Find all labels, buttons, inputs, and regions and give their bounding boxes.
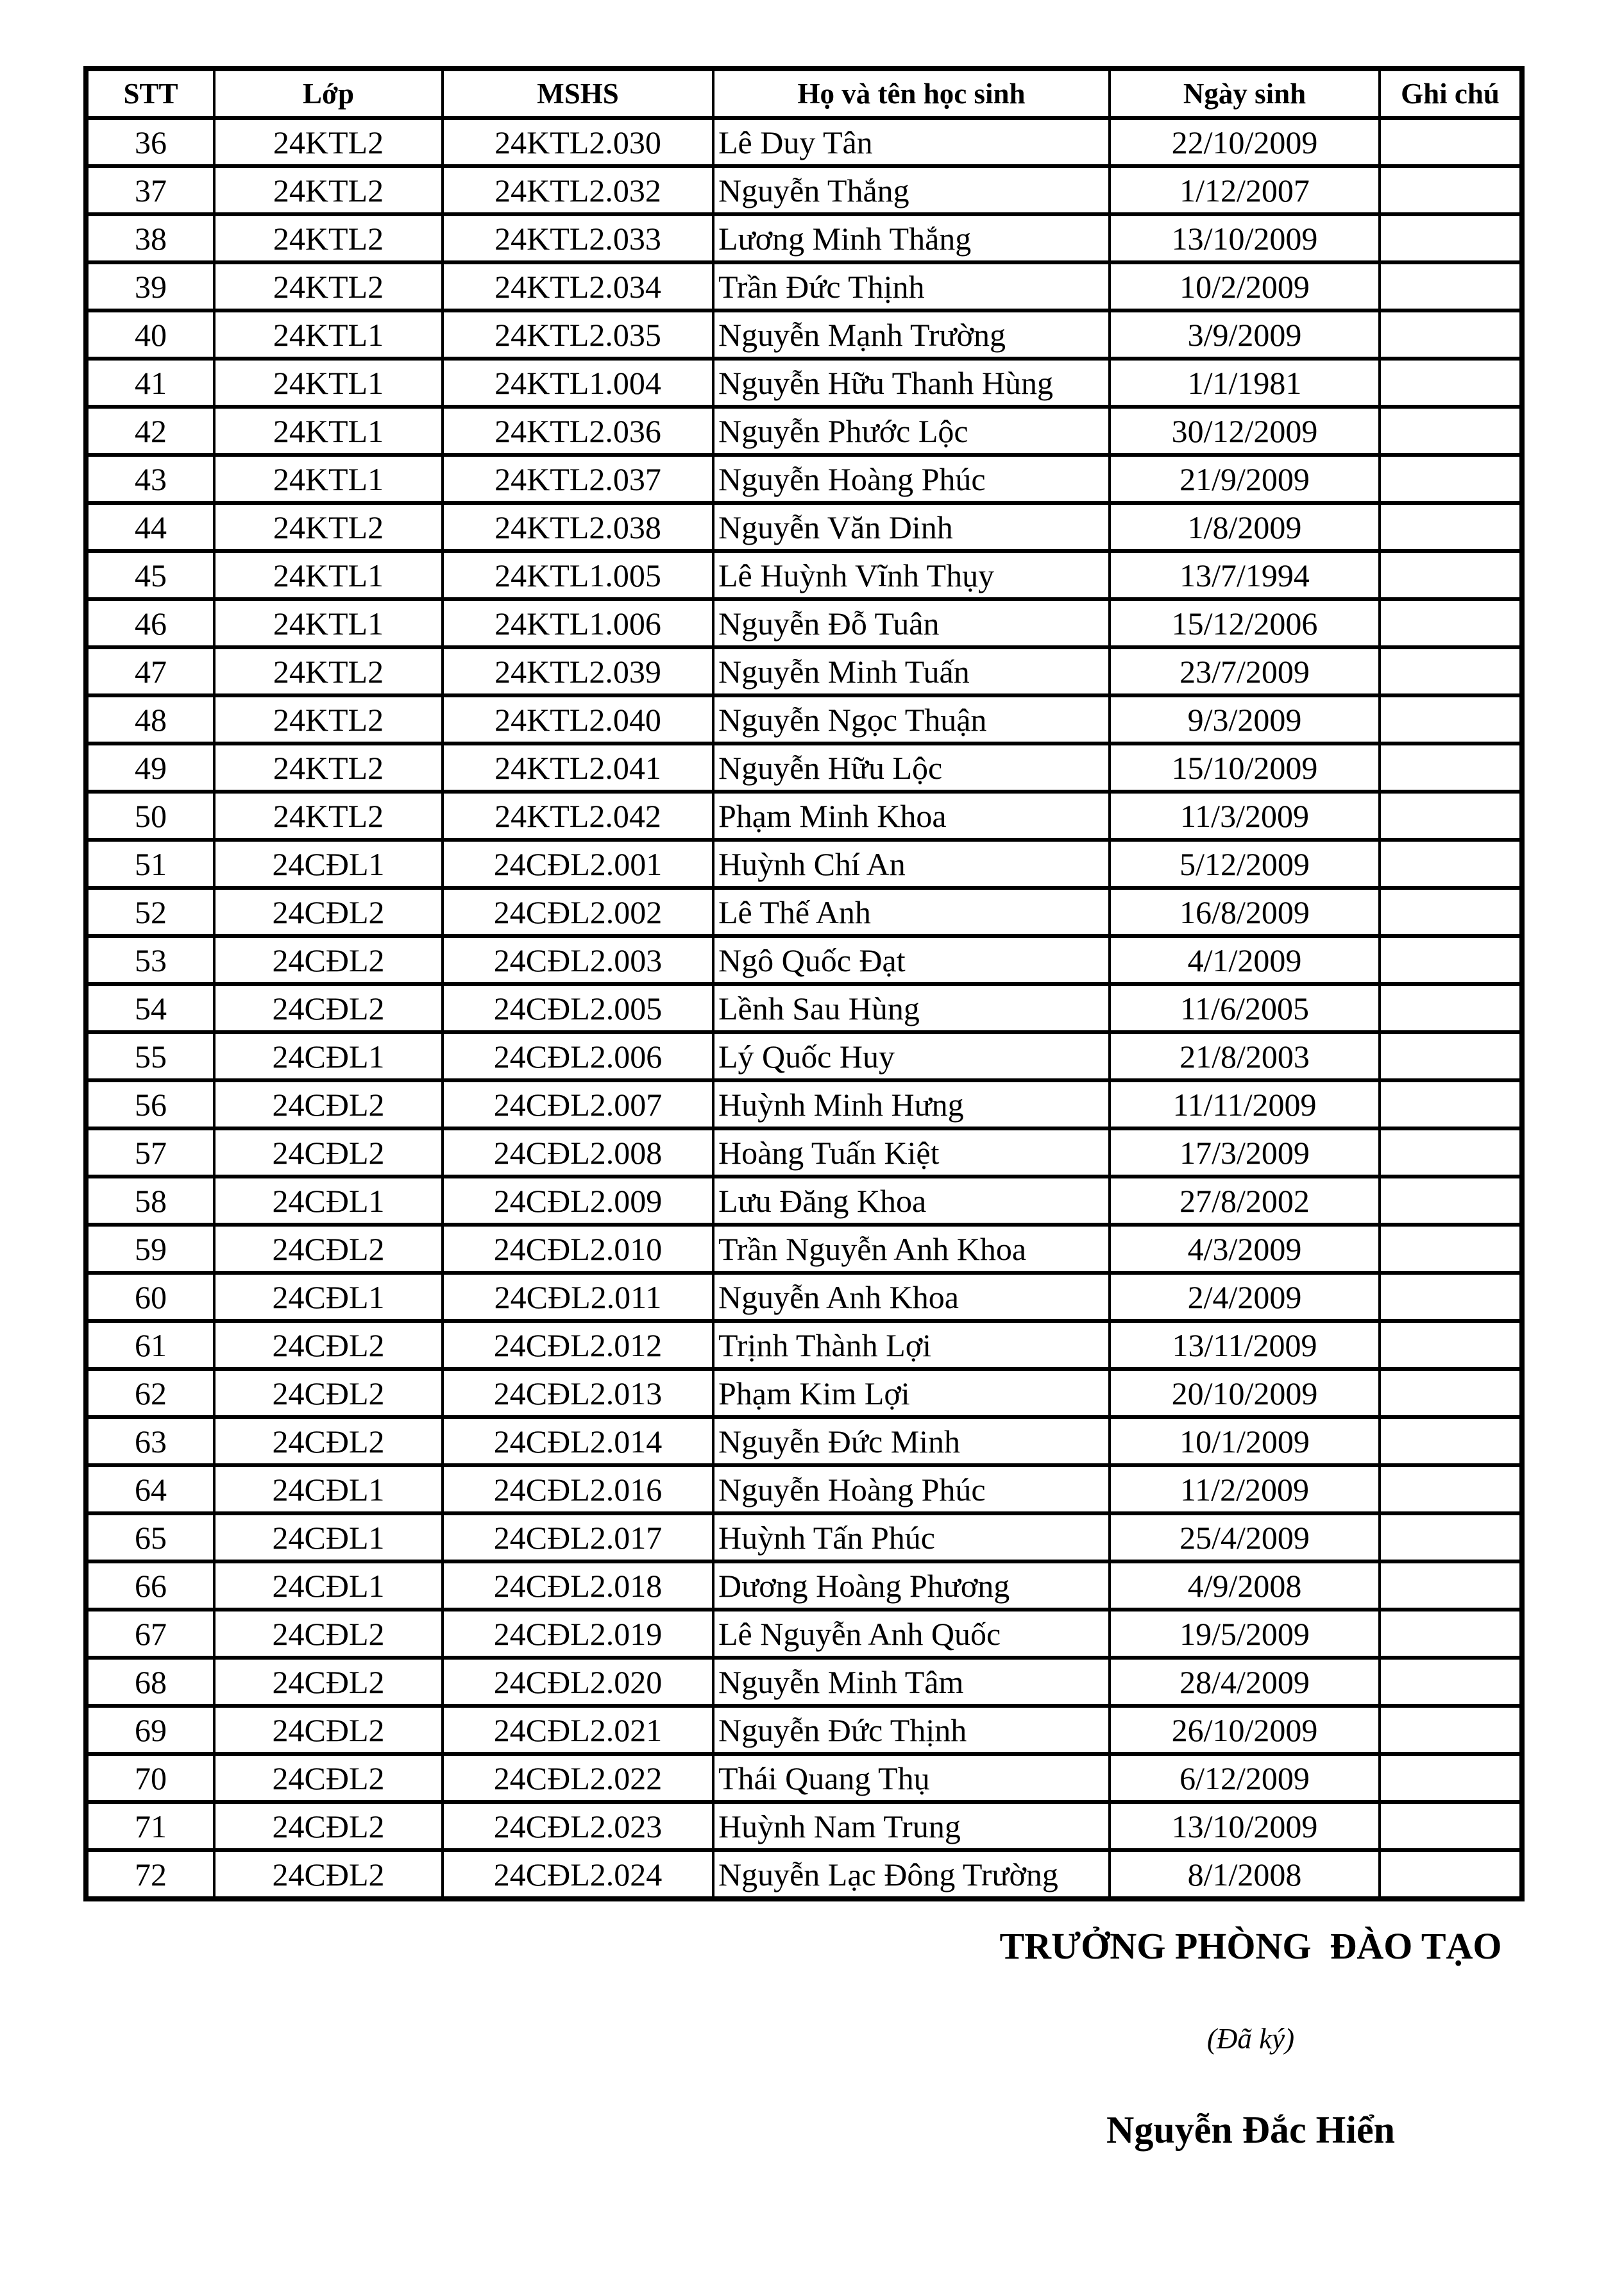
cell-dob: 11/2/2009 [1110,1465,1380,1513]
cell-stt: 66 [86,1561,214,1610]
cell-student-name: Nguyễn Minh Tuấn [713,647,1110,695]
cell-student-name: Trịnh Thành Lợi [713,1321,1110,1369]
table-row [86,1610,1522,1658]
cell-class: 24CĐL1 [214,1273,443,1321]
cell-student-id: 24CĐL2.011 [443,1273,713,1321]
cell-class: 24KTL2 [214,166,443,214]
cell-note [1380,1177,1522,1225]
cell-class: 24KTL2 [214,647,443,695]
cell-student-id: 24CĐL2.010 [443,1225,713,1273]
cell-dob: 10/1/2009 [1110,1417,1380,1465]
cell-student-id: 24CĐL2.022 [443,1754,713,1802]
cell-dob: 30/12/2009 [1110,407,1380,455]
cell-note [1380,1610,1522,1658]
cell-note [1380,1465,1522,1513]
cell-student-name: Ngô Quốc Đạt [713,936,1110,984]
cell-note [1380,840,1522,888]
cell-note [1380,1706,1522,1754]
cell-student-id: 24CĐL2.007 [443,1080,713,1128]
cell-dob: 15/10/2009 [1110,744,1380,792]
cell-dob: 21/8/2003 [1110,1032,1380,1080]
cell-stt: 57 [86,1128,214,1177]
cell-student-name: Nguyễn Thắng [713,166,1110,214]
cell-class: 24CĐL2 [214,1369,443,1417]
cell-dob: 3/9/2009 [1110,310,1380,359]
cell-student-id: 24CĐL2.002 [443,888,713,936]
cell-note [1380,695,1522,744]
cell-note [1380,1369,1522,1417]
cell-stt: 47 [86,647,214,695]
table-row [86,1465,1522,1513]
cell-stt: 53 [86,936,214,984]
cell-student-name: Phạm Kim Lợi [713,1369,1110,1417]
cell-stt: 54 [86,984,214,1032]
table-row [86,455,1522,503]
cell-note [1380,262,1522,310]
cell-note [1380,1032,1522,1080]
cell-stt: 60 [86,1273,214,1321]
cell-note [1380,599,1522,647]
header-student-id: MSHS [443,69,713,118]
cell-student-name: Nguyễn Hữu Lộc [713,744,1110,792]
cell-student-name: Hoàng Tuấn Kiệt [713,1128,1110,1177]
table-row [86,792,1522,840]
table-row [86,1658,1522,1706]
cell-class: 24CĐL2 [214,1225,443,1273]
cell-note [1380,407,1522,455]
cell-student-id: 24KTL1.004 [443,359,713,407]
cell-stt: 56 [86,1080,214,1128]
cell-class: 24KTL2 [214,695,443,744]
cell-dob: 6/12/2009 [1110,1754,1380,1802]
student-table [83,66,1525,1901]
cell-dob: 4/3/2009 [1110,1225,1380,1273]
cell-note [1380,792,1522,840]
cell-student-name: Trần Đức Thịnh [713,262,1110,310]
cell-class: 24KTL2 [214,118,443,166]
cell-dob: 11/6/2005 [1110,984,1380,1032]
cell-class: 24KTL1 [214,310,443,359]
cell-student-name: Nguyễn Ngọc Thuận [713,695,1110,744]
cell-class: 24KTL1 [214,359,443,407]
cell-stt: 48 [86,695,214,744]
cell-stt: 63 [86,1417,214,1465]
cell-dob: 15/12/2006 [1110,599,1380,647]
cell-student-id: 24CĐL2.005 [443,984,713,1032]
cell-note [1380,1128,1522,1177]
cell-stt: 67 [86,1610,214,1658]
cell-stt: 46 [86,599,214,647]
cell-class: 24KTL1 [214,551,443,599]
cell-dob: 11/3/2009 [1110,792,1380,840]
cell-class: 24CĐL2 [214,1706,443,1754]
cell-student-id: 24KTL2.037 [443,455,713,503]
cell-class: 24CĐL2 [214,1850,443,1899]
cell-stt: 39 [86,262,214,310]
cell-student-name: Lý Quốc Huy [713,1032,1110,1080]
cell-class: 24KTL2 [214,792,443,840]
cell-class: 24CĐL1 [214,840,443,888]
cell-stt: 51 [86,840,214,888]
cell-student-name: Nguyễn Lạc Đông Trường [713,1850,1110,1899]
cell-dob: 1/12/2007 [1110,166,1380,214]
cell-class: 24CĐL2 [214,1658,443,1706]
cell-student-id: 24KTL2.030 [443,118,713,166]
cell-stt: 69 [86,1706,214,1754]
cell-note [1380,744,1522,792]
cell-class: 24KTL2 [214,214,443,262]
cell-student-name: Nguyễn Phước Lộc [713,407,1110,455]
table-row [86,166,1522,214]
cell-student-id: 24KTL2.040 [443,695,713,744]
cell-note [1380,888,1522,936]
cell-class: 24CĐL2 [214,1128,443,1177]
cell-student-name: Phạm Minh Khoa [713,792,1110,840]
cell-note [1380,359,1522,407]
table-row [86,1177,1522,1225]
cell-student-id: 24KTL2.042 [443,792,713,840]
table-row [86,1032,1522,1080]
cell-student-id: 24CĐL2.014 [443,1417,713,1465]
table-row [86,695,1522,744]
cell-student-id: 24CĐL2.008 [443,1128,713,1177]
cell-note [1380,1080,1522,1128]
cell-student-name: Nguyễn Hoàng Phúc [713,455,1110,503]
cell-student-id: 24CĐL2.018 [443,1561,713,1610]
cell-stt: 36 [86,118,214,166]
header-stt: STT [86,69,214,118]
cell-note [1380,1850,1522,1899]
table-row [86,984,1522,1032]
cell-class: 24CĐL2 [214,888,443,936]
table-row [86,1706,1522,1754]
cell-student-name: Nguyễn Hoàng Phúc [713,1465,1110,1513]
cell-student-id: 24CĐL2.017 [443,1513,713,1561]
table-row [86,1513,1522,1561]
cell-stt: 70 [86,1754,214,1802]
table-row [86,1417,1522,1465]
cell-student-name: Lềnh Sau Hùng [713,984,1110,1032]
header-student-name: Họ và tên học sinh [713,69,1110,118]
cell-student-id: 24CĐL2.021 [443,1706,713,1754]
cell-student-name: Huỳnh Chí An [713,840,1110,888]
cell-stt: 41 [86,359,214,407]
cell-stt: 37 [86,166,214,214]
cell-stt: 61 [86,1321,214,1369]
cell-note [1380,1321,1522,1369]
cell-note [1380,1225,1522,1273]
table-row [86,359,1522,407]
cell-note [1380,936,1522,984]
cell-stt: 52 [86,888,214,936]
table-row [86,118,1522,166]
cell-student-id: 24CĐL2.006 [443,1032,713,1080]
cell-dob: 23/7/2009 [1110,647,1380,695]
cell-stt: 42 [86,407,214,455]
cell-student-id: 24KTL2.036 [443,407,713,455]
table-row [86,1080,1522,1128]
table-row [86,1561,1522,1610]
table-row [86,1369,1522,1417]
cell-class: 24CĐL1 [214,1177,443,1225]
cell-note [1380,1754,1522,1802]
cell-student-name: Nguyễn Văn Dinh [713,503,1110,551]
table-row [86,503,1522,551]
cell-note [1380,455,1522,503]
cell-dob: 22/10/2009 [1110,118,1380,166]
table-row [86,647,1522,695]
cell-dob: 11/11/2009 [1110,1080,1380,1128]
cell-class: 24KTL1 [214,599,443,647]
signature-signed-note: (Đã ký) [1206,2023,1295,2055]
cell-stt: 50 [86,792,214,840]
cell-student-id: 24CĐL2.016 [443,1465,713,1513]
cell-student-name: Lương Minh Thắng [713,214,1110,262]
signature-signer-name: Nguyễn Đắc Hiển [1106,2109,1395,2151]
cell-student-id: 24KTL2.035 [443,310,713,359]
header-note: Ghi chú [1380,69,1522,118]
cell-dob: 13/7/1994 [1110,551,1380,599]
cell-dob: 2/4/2009 [1110,1273,1380,1321]
cell-class: 24CĐL1 [214,1513,443,1561]
cell-stt: 49 [86,744,214,792]
cell-note [1380,503,1522,551]
table-row [86,888,1522,936]
cell-stt: 68 [86,1658,214,1706]
table-row [86,1850,1522,1899]
cell-stt: 58 [86,1177,214,1225]
cell-student-id: 24KTL2.039 [443,647,713,695]
cell-dob: 26/10/2009 [1110,1706,1380,1754]
cell-stt: 62 [86,1369,214,1417]
cell-dob: 4/9/2008 [1110,1561,1380,1610]
cell-note [1380,310,1522,359]
cell-stt: 38 [86,214,214,262]
cell-class: 24KTL2 [214,262,443,310]
cell-class: 24KTL1 [214,407,443,455]
table-row [86,1225,1522,1273]
cell-student-id: 24KTL2.034 [443,262,713,310]
cell-student-id: 24KTL2.032 [443,166,713,214]
cell-stt: 43 [86,455,214,503]
cell-stt: 55 [86,1032,214,1080]
cell-student-name: Lưu Đăng Khoa [713,1177,1110,1225]
cell-student-id: 24KTL2.038 [443,503,713,551]
cell-class: 24CĐL2 [214,1080,443,1128]
cell-class: 24CĐL2 [214,1417,443,1465]
cell-class: 24CĐL1 [214,1032,443,1080]
table-body [86,118,1522,1899]
cell-dob: 5/12/2009 [1110,840,1380,888]
table-row [86,599,1522,647]
cell-note [1380,1417,1522,1465]
cell-student-name: Huỳnh Minh Hưng [713,1080,1110,1128]
cell-student-name: Nguyễn Minh Tâm [713,1658,1110,1706]
header-class: Lớp [214,69,443,118]
cell-student-name: Huỳnh Nam Trung [713,1802,1110,1850]
cell-dob: 19/5/2009 [1110,1610,1380,1658]
cell-note [1380,214,1522,262]
cell-student-id: 24CĐL2.024 [443,1850,713,1899]
cell-student-id: 24CĐL2.009 [443,1177,713,1225]
cell-dob: 16/8/2009 [1110,888,1380,936]
cell-student-name: Nguyễn Anh Khoa [713,1273,1110,1321]
cell-student-id: 24CĐL2.020 [443,1658,713,1706]
cell-student-id: 24CĐL2.012 [443,1321,713,1369]
cell-student-name: Nguyễn Đỗ Tuân [713,599,1110,647]
cell-note [1380,984,1522,1032]
cell-note [1380,1513,1522,1561]
cell-student-id: 24KTL1.006 [443,599,713,647]
table-row [86,1802,1522,1850]
cell-dob: 21/9/2009 [1110,455,1380,503]
signature-title: TRƯỞNG PHÒNG ĐÀO TẠO [999,1925,1502,1967]
table-row [86,262,1522,310]
cell-class: 24KTL2 [214,503,443,551]
cell-stt: 72 [86,1850,214,1899]
cell-note [1380,118,1522,166]
cell-student-name: Trần Nguyễn Anh Khoa [713,1225,1110,1273]
cell-note [1380,1802,1522,1850]
cell-student-name: Dương Hoàng Phương [713,1561,1110,1610]
cell-class: 24CĐL1 [214,1465,443,1513]
table-row [86,1754,1522,1802]
cell-class: 24KTL2 [214,744,443,792]
cell-student-name: Thái Quang Thụ [713,1754,1110,1802]
cell-note [1380,647,1522,695]
cell-student-id: 24CĐL2.003 [443,936,713,984]
cell-student-id: 24KTL1.005 [443,551,713,599]
cell-note [1380,166,1522,214]
table-row [86,1321,1522,1369]
cell-note [1380,1273,1522,1321]
cell-class: 24CĐL1 [214,1561,443,1610]
cell-student-name: Nguyễn Đức Minh [713,1417,1110,1465]
table-row [86,551,1522,599]
cell-stt: 44 [86,503,214,551]
cell-student-name: Lê Huỳnh Vĩnh Thụy [713,551,1110,599]
cell-student-id: 24CĐL2.019 [443,1610,713,1658]
cell-dob: 10/2/2009 [1110,262,1380,310]
cell-dob: 1/1/1981 [1110,359,1380,407]
header-dob: Ngày sinh [1110,69,1380,118]
table-row [86,936,1522,984]
cell-class: 24KTL1 [214,455,443,503]
cell-stt: 59 [86,1225,214,1273]
cell-dob: 13/10/2009 [1110,214,1380,262]
cell-class: 24CĐL2 [214,936,443,984]
cell-student-name: Lê Thế Anh [713,888,1110,936]
table-row [86,1128,1522,1177]
cell-student-id: 24KTL2.041 [443,744,713,792]
cell-stt: 71 [86,1802,214,1850]
cell-student-name: Lê Nguyễn Anh Quốc [713,1610,1110,1658]
cell-dob: 4/1/2009 [1110,936,1380,984]
cell-student-id: 24CĐL2.001 [443,840,713,888]
cell-stt: 65 [86,1513,214,1561]
cell-stt: 40 [86,310,214,359]
cell-student-name: Nguyễn Mạnh Trường [713,310,1110,359]
cell-note [1380,551,1522,599]
cell-dob: 8/1/2008 [1110,1850,1380,1899]
cell-dob: 28/4/2009 [1110,1658,1380,1706]
table-row [86,310,1522,359]
cell-student-id: 24CĐL2.023 [443,1802,713,1850]
cell-dob: 9/3/2009 [1110,695,1380,744]
cell-dob: 25/4/2009 [1110,1513,1380,1561]
header-row [86,69,1522,118]
cell-dob: 20/10/2009 [1110,1369,1380,1417]
cell-class: 24CĐL2 [214,1610,443,1658]
cell-student-name: Lê Duy Tân [713,118,1110,166]
cell-note [1380,1561,1522,1610]
cell-dob: 13/10/2009 [1110,1802,1380,1850]
table-row [86,840,1522,888]
table-header [86,69,1522,118]
cell-class: 24CĐL2 [214,1321,443,1369]
cell-student-id: 24KTL2.033 [443,214,713,262]
table-row [86,214,1522,262]
cell-student-id: 24CĐL2.013 [443,1369,713,1417]
cell-dob: 1/8/2009 [1110,503,1380,551]
table-row [86,744,1522,792]
table-row [86,407,1522,455]
cell-dob: 13/11/2009 [1110,1321,1380,1369]
table-row [86,1273,1522,1321]
cell-class: 24CĐL2 [214,1754,443,1802]
cell-class: 24CĐL2 [214,984,443,1032]
cell-student-name: Nguyễn Hữu Thanh Hùng [713,359,1110,407]
cell-stt: 64 [86,1465,214,1513]
cell-student-name: Nguyễn Đức Thịnh [713,1706,1110,1754]
cell-stt: 45 [86,551,214,599]
cell-student-name: Huỳnh Tấn Phúc [713,1513,1110,1561]
cell-note [1380,1658,1522,1706]
cell-class: 24CĐL2 [214,1802,443,1850]
cell-dob: 17/3/2009 [1110,1128,1380,1177]
cell-dob: 27/8/2002 [1110,1177,1380,1225]
